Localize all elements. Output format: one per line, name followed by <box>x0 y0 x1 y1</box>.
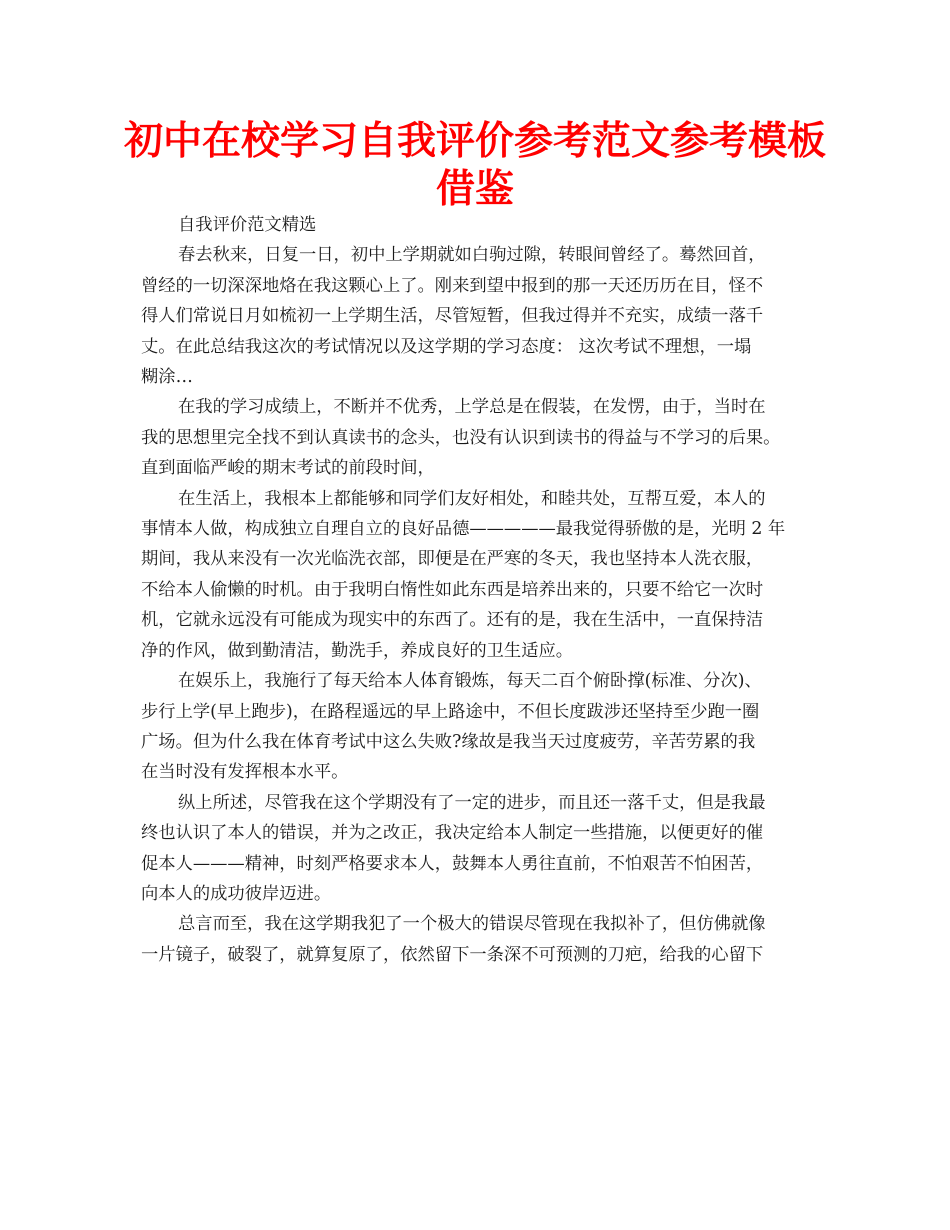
paragraph <box>141 240 831 392</box>
paragraph-line: 在当时没有发挥根本水平。 <box>141 762 349 783</box>
paragraph-line: 一片镜子，破裂了，就算复原了，依然留下一条深不可预测的刀疤，给我的心留下 <box>141 944 764 965</box>
paragraph-line: 不给本人偷懒的时机。由于我明白惰性如此东西是培养出来的，只要不给它一次时 <box>141 579 764 600</box>
paragraph-line: 丈。在此总结我这次的考试情况以及这学期的学习态度： 这次考试不理想，一塌 <box>141 336 752 357</box>
paragraph-line: 期间，我从来没有一次光临洗衣部，即便是在严寒的冬天，我也坚持本人洗衣服， <box>141 549 764 570</box>
title-line-1: 初中在校学习自我评价参考范文参考模板 <box>123 119 826 164</box>
paragraph <box>141 788 831 910</box>
paragraph-line: 得人们常说日月如梳初一上学期生活，尽管短暂，但我过得并不充实，成绩一落千 <box>141 306 764 327</box>
paragraph-line: 曾经的一切深深地烙在我这颗心上了。刚来到望中报到的那一天还历历在目，怪不 <box>141 275 764 296</box>
paragraph-line: 纵上所述，尽管我在这个学期没有了一定的进步，而且还一落千丈，但是我最 <box>178 792 766 813</box>
paragraph-line: 春去秋来，日复一日，初中上学期就如白驹过隙，转眼间曾经了。蓦然回首， <box>178 245 766 266</box>
paragraph-line: 向本人的成功彼岸迈进。 <box>141 883 332 904</box>
paragraph-line: 净的作风，做到勤清洁，勤洗手，养成良好的卫生适应。 <box>141 640 574 661</box>
paragraph-line: 事情本人做，构成独立自理自立的良好品德—————最我觉得骄傲的是，光明 2 年 <box>141 519 786 540</box>
paragraph-line: 促本人———精神，时刻严格要求本人，鼓舞本人勇往直前，不怕艰苦不怕困苦， <box>141 853 764 874</box>
paragraph-line: 步行上学(早上跑步)，在路程遥远的早上路途中，不但长度跋涉还坚持至少跑一圈 <box>141 701 760 722</box>
paragraph-line: 机，它就永远没有可能成为现实中的东西了。还有的是，我在生活中，一直保持洁 <box>141 610 764 631</box>
paragraph-line: 在生活上，我根本上都能够和同学们友好相处，和睦共处，互帮互爱，本人的 <box>178 488 766 509</box>
paragraph-line: 糊涂… <box>141 367 193 388</box>
paragraph <box>141 484 831 666</box>
document-subtitle: 自我评价范文精选 <box>178 215 317 235</box>
paragraph-list <box>141 240 831 970</box>
document-body <box>141 210 831 970</box>
paragraph <box>141 666 831 788</box>
title-line-2: 借鉴 <box>435 167 514 212</box>
paragraph-line: 终也认识了本人的错误，并为之改正，我决定给本人制定一些措施，以便更好的催 <box>141 823 764 844</box>
paragraph-line: 总言而至，我在这学期我犯了一个极大的错误尽管现在我拟补了，但仿佛就像 <box>178 914 766 935</box>
paragraph-line: 直到面临严峻的期末考试的前段时间， <box>141 458 435 479</box>
paragraph-line: 广场。但为什么我在体育考试中这么失败?缘故是我当天过度疲劳，辛苦劳累的我 <box>141 731 756 752</box>
document-title <box>100 118 850 214</box>
paragraph-line: 我的思想里完全找不到认真读书的念头，也没有认识到读书的得益与不学习的后果。 <box>141 427 781 448</box>
paragraph <box>141 392 831 483</box>
paragraph-line: 在我的学习成绩上，不断并不优秀，上学总是在假装，在发愣，由于，当时在 <box>178 397 766 418</box>
paragraph-line: 在娱乐上，我施行了每天给本人体育锻炼，每天二百个俯卧撑(标准、分次)、 <box>178 671 762 692</box>
paragraph <box>141 909 831 970</box>
